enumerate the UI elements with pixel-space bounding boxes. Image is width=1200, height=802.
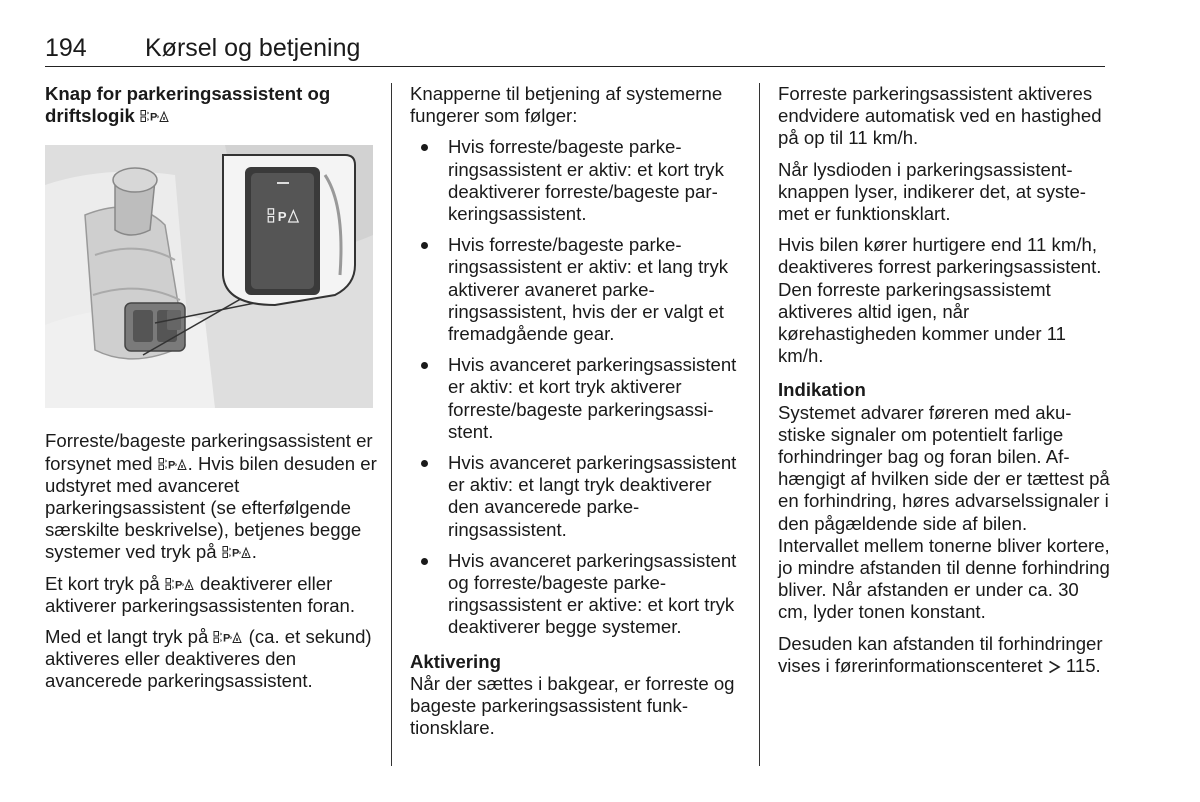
park-assist-icon [140,109,170,123]
reference-arrow-icon [1048,660,1061,674]
paragraph: Forreste/bageste parkeringsassistent er forsynet med . Hvis bilen desuden er udstyret med avanceret parkeringsassistent (se efterfølgende særskilte beskrivelse), betjenes begge systemer ved tryk på . [45,430,377,563]
park-assist-icon [213,630,243,644]
paragraph: Systemet advarer føreren med akustiske signaler om potentielt farlige forhindringer bag og foran bilen. Afhængigt af hvilken side der er tættest på en forhindring, høres advarselssignaler i den pågældende side af bilen. Intervallet mellem tonerne bliver kortere, jo mindre afstanden til denne forhindring bliver. Når afstanden er under ca. 30 cm, lyder tonen konstant. [778,401,1110,623]
park-assist-icon [165,577,195,591]
page-number: 194 [45,34,87,62]
column-2 [410,83,742,748]
paragraph: Med et langt tryk på (ca. et sekund) aktiveres eller deaktiveres den avancerede parkeringsassistent. [45,626,372,692]
park-assist-icon [158,457,188,471]
console-photo [45,145,373,408]
list-item: Hvis avanceret parkeringsassistent er aktiv: et langt tryk deaktiverer den avancerede parkeringsassistent. [410,452,742,541]
svg-text:P: P [277,209,287,225]
paragraph: Desuden kan afstanden til forhindringer vises i førerinformationscenteret 115. [778,632,1103,676]
page-reference[interactable]: 115. [1065,654,1101,676]
paragraph: Når lysdioden i parkeringsassistentknappen lyser, indikerer det, at systemet er funktionsklart. [778,158,1086,225]
column-divider [759,83,760,766]
list-item: Hvis avanceret parkeringsassistent og forreste/bageste parkeringsassistent er aktive: et kort tryk deaktiverer begge systemer. [410,550,742,639]
paragraph: Hvis bilen kører hurtigere end 11 km/h, deaktiveres forrest parkeringsassistent. Den forreste parkeringsassistemt aktiveres altid igen, når kørehastigheden kommer under 11 km/h. [778,234,1102,367]
bullet-list [410,136,742,638]
indikation-heading: Indikation [778,379,866,401]
column-divider [391,83,392,766]
paragraph: Når der sættes i bakgear, er forreste og bageste parkeringsassistent funktionsklare. [410,672,735,739]
paragraph: Forreste parkeringsassistent aktiveres endvidere automatisk ved en hastighed på op til 11 km/h. [778,83,1102,149]
list-item: Hvis forreste/bageste parkeringsassistent er aktiv: et kort tryk deaktiverer forreste/bageste parkeringsassistent. [410,136,742,225]
list-item: Hvis forreste/bageste parkeringsassistent er aktiv: et lang tryk aktiverer avaneret parkeringsassistent, hvis der er valgt et fremadgående gear. [410,234,742,345]
page-header [45,34,1105,67]
paragraph: Et kort tryk på deaktiverer eller aktiverer parkeringsassistenten foran. [45,572,356,616]
page-title: Kørsel og betjening [145,34,361,62]
park-assist-icon [222,545,252,559]
column-1 [45,83,377,702]
column-3 [778,83,1110,686]
list-item: Hvis avanceret parkeringsassistent er aktiv: et kort tryk aktiverer forreste/bageste parkeringsassistent. [410,354,742,443]
section-heading: Knap for parkeringsassistent og driftslogik [45,83,331,127]
intro-paragraph: Knapperne til betjening af systemerne fungerer som følger: [410,83,723,127]
aktivering-heading: Aktivering [410,650,501,672]
